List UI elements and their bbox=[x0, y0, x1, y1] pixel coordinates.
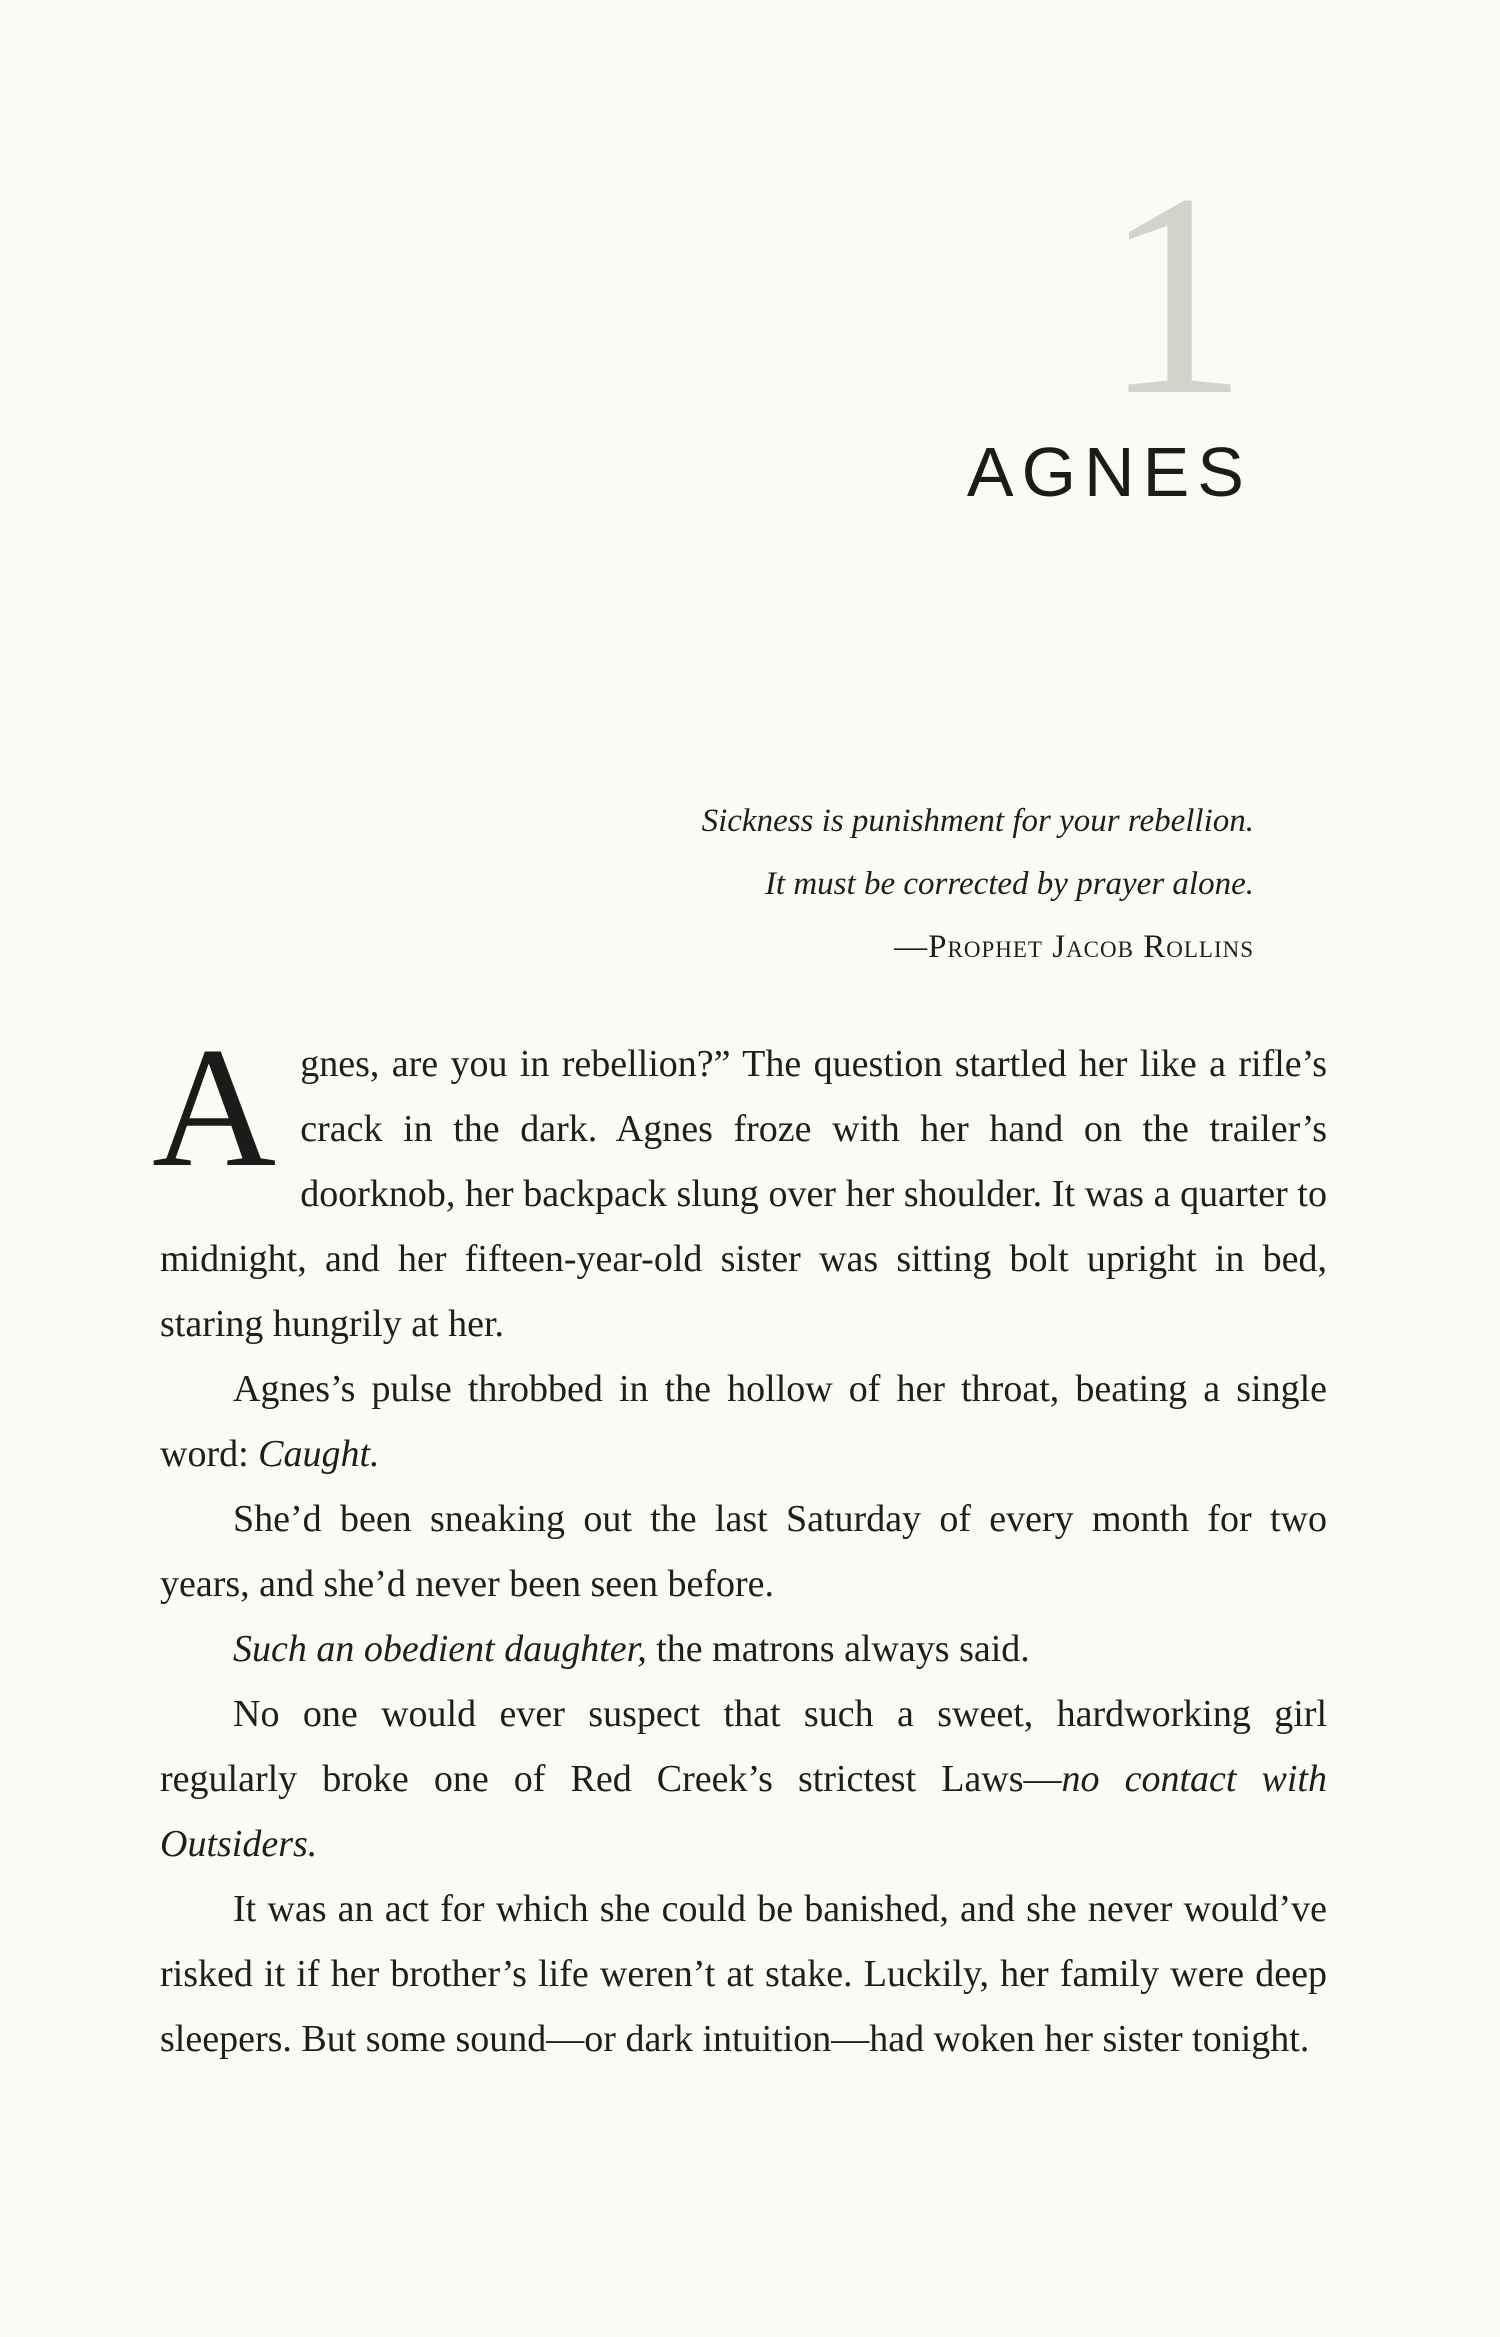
chapter-title: AGNES bbox=[966, 433, 1252, 511]
paragraph-5 bbox=[160, 1682, 1327, 1877]
paragraph-2 bbox=[160, 1357, 1327, 1487]
epigraph-line-2: It must be corrected by prayer alone. bbox=[764, 866, 1254, 902]
paragraph-4-emphasis: Such an obedient daughter, bbox=[233, 1628, 647, 1670]
drop-cap: A bbox=[152, 1013, 277, 1203]
paragraph-5-text: No one would ever suspect that such a sweet, hardworking girl regularly broke one of Red Creek’s strictest Laws— bbox=[160, 1693, 1327, 1800]
paragraph-1 bbox=[152, 1013, 1327, 1357]
paragraph-4-text: the matrons always said. bbox=[646, 1628, 1030, 1670]
paragraph-1-text: gnes, are you in rebellion?” The question startled her like a rifle’s crack in the dark. Agnes froze with her hand on the trailer’s doorknob, her backpack slung over her shoulder. It was a quarter to midnight, and her fifteen-year-old sister was sitting bolt upright in bed, staring hungrily at her. bbox=[160, 1043, 1327, 1345]
paragraph-6: It was an act for which she could be banished, and she never would’ve risked it if her brother’s life weren’t at stake. Luckily, her family were deep sleepers. But some sound—or dark intuition—had woken her sister tonight. bbox=[160, 1888, 1327, 2060]
chapter-number: 1 bbox=[1103, 134, 1248, 455]
epigraph-line-1: Sickness is punishment for your rebellion. bbox=[701, 803, 1254, 839]
paragraph-4 bbox=[160, 1617, 1327, 1682]
chapter-body bbox=[152, 1013, 1327, 2072]
paragraph-3: She’d been sneaking out the last Saturday of every month for two years, and she’d never been seen before. bbox=[160, 1498, 1327, 1605]
paragraph-2-emphasis: Caught. bbox=[258, 1433, 380, 1475]
paragraph-5-emphasis: no contact with Outsiders. bbox=[160, 1758, 1327, 1865]
epigraph bbox=[702, 790, 1254, 979]
paragraph-2-text: Agnes’s pulse throbbed in the hollow of her throat, beating a single word: bbox=[160, 1368, 1327, 1475]
epigraph-attribution: —Prophet Jacob Rollins bbox=[894, 929, 1254, 965]
